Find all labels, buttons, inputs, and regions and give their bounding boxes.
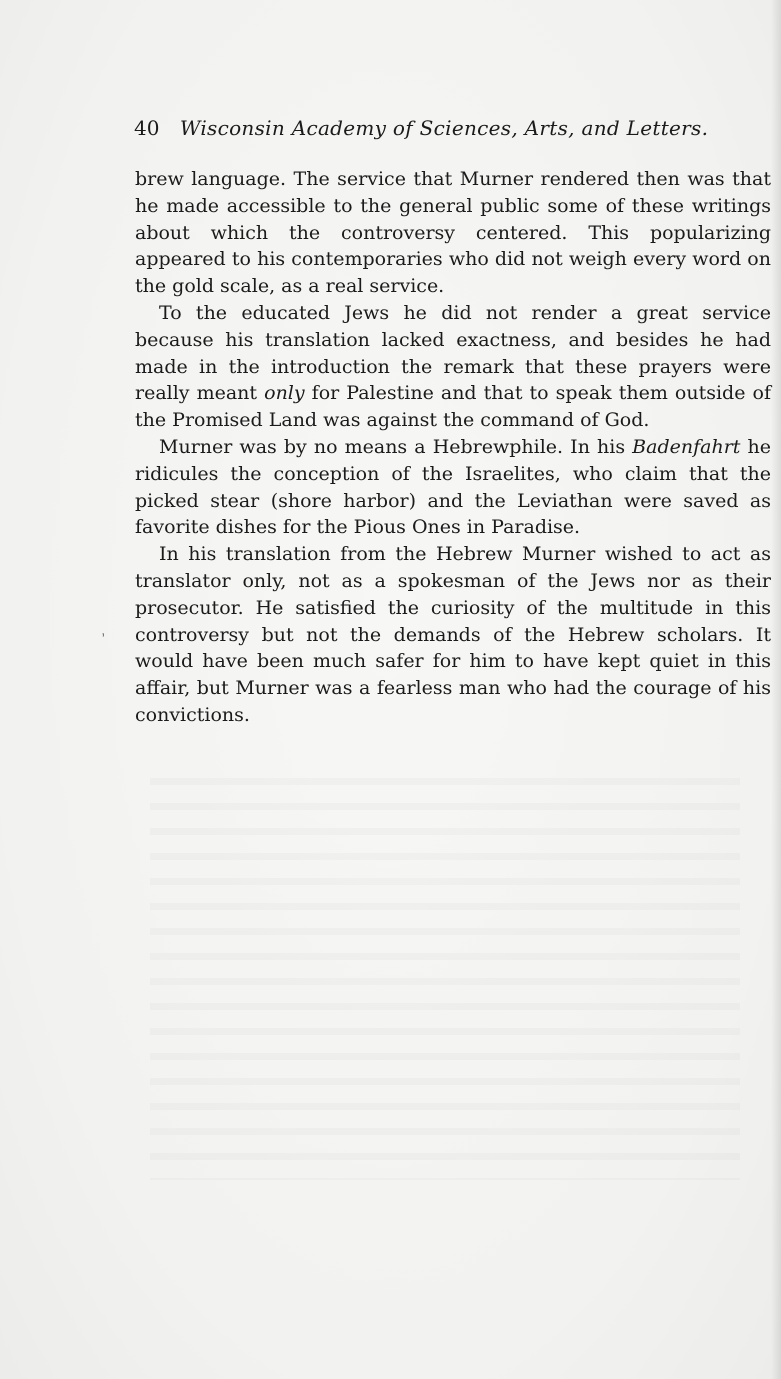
bleed-through-texture — [150, 760, 740, 1180]
paragraph-2-emphasis: only — [264, 382, 305, 405]
paragraph-4 — [135, 541, 771, 729]
paragraph-1 — [135, 166, 771, 300]
paragraph-3-emphasis: Badenfahrt — [632, 435, 741, 458]
paragraph-3-text-b: he ridicules the conception of the Israelites, who claim that the picked stear (shore harbor) and the Leviathan were saved as favorite dishes for the Pious Ones in Paradise. — [135, 435, 771, 539]
body-text — [135, 166, 771, 729]
page-number: 40 — [134, 116, 160, 140]
paragraph-2 — [135, 300, 771, 434]
running-title: Wisconsin Academy of Sciences, Arts, and Letters. — [179, 116, 709, 140]
paragraph-1-text: brew language. The service that Murner rendered then was that he made accessible to the general public some of these writings about which the controversy centered. This popularizing appeared to his contemporaries who did not weigh every word on the gold scale, as a real service. — [135, 168, 771, 298]
paragraph-3-text-a: Murner was by no means a Hebrewphile. In his — [159, 435, 633, 458]
paragraph-4-text: In his translation from the Hebrew Murner wished to act as translator only, not as a spokesman of the Jews nor as their prosecutor. He satisfied the curiosity of the multitude in this controversy but not the demands of the Hebrew scholars. It would have been much safer for him to have kept quiet in this affair, but Murner was a fearless man who had the courage of his convictions. — [135, 543, 771, 726]
paragraph-3 — [135, 434, 771, 541]
paragraph-2-text-b: for Palestine and that to speak them outside of the Promised Land was against the command of God. — [135, 382, 771, 432]
page-edge-shadow — [771, 0, 781, 1379]
running-header — [134, 114, 734, 142]
paragraph-2-text-a: To the educated Jews he did not render a great service because his translation lacked exactness, and besides he had made in the introduction the remark that these prayers were really meant — [135, 301, 771, 405]
margin-pencil-mark: ’ — [99, 630, 111, 648]
